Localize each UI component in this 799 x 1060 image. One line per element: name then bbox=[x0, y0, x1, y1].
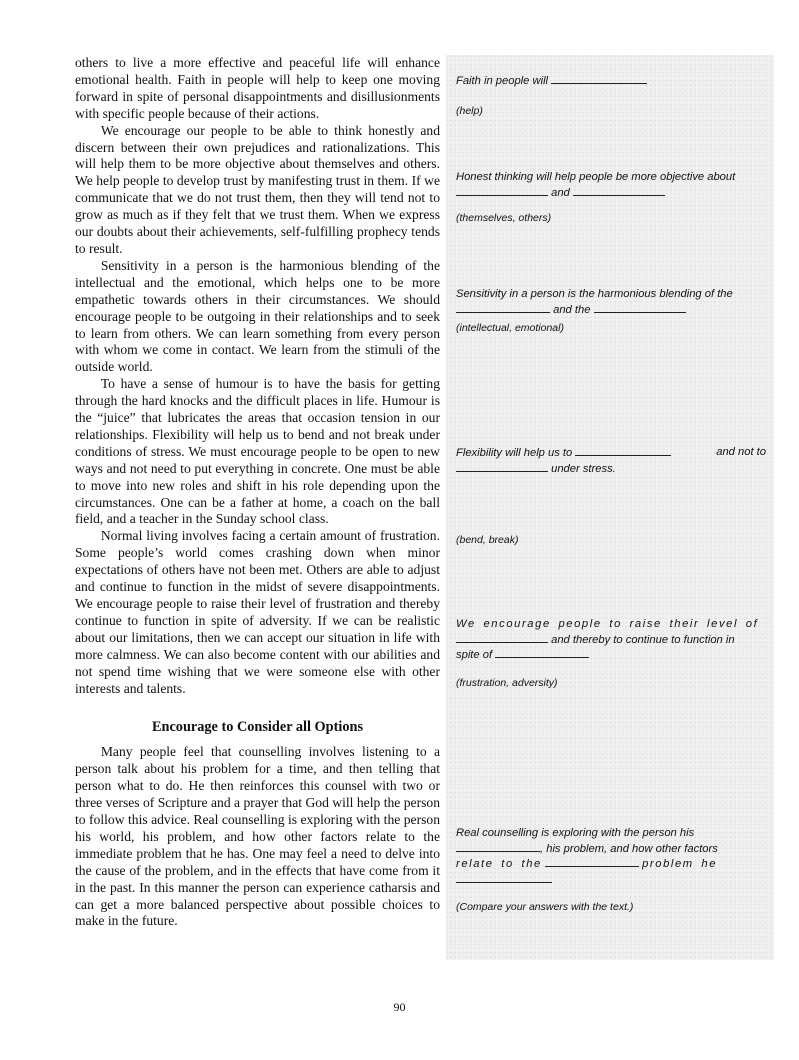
body-paragraph: Many people feel that counselling involves listening to a person talk about his problem for a time, and then telling that person what to do. He then reinforces this counsel with two or three verses of Scripture and a prayer that God will help the person to follow this advice. Real counselling is exploring with the person his world, his problem, and how other factors relate to the immediate problem that he has. One may feel a need to delve into the cause of the problem, and in the effects that have come from it in the past. In this manner the person can experience catharsis and can get a more balanced perspective about possible choices to make in the future. bbox=[75, 744, 440, 929]
question-text: Flexibility will help us to bbox=[456, 447, 573, 459]
exercise-question bbox=[456, 826, 766, 887]
answer-key: (help) bbox=[456, 105, 483, 117]
question-text: , his problem, and how other factors bbox=[540, 842, 718, 855]
question-text: relate to the bbox=[456, 858, 542, 870]
body-paragraph: Sensitivity in a person is the harmonious blending of the intellectual and the emotional, which helps one to be more empathetic towards others in their circumstances. We should encourage people to be outgoing in their relationships and to seek to learn from others. We can learn something from every person with whom we come in contact. We learn from the stimuli of the outside world. bbox=[75, 257, 440, 375]
body-paragraph: To have a sense of humour is to have the basis for getting through the hard knocks and the difficult places in life. Humour is the “juice” that lubricates the areas that occasion tension in our relationships. Flexibility will help us to bend and not break under conditions of stress. We must encourage people to be open to new ways and not need to put everything in concrete. One must be able to move into new roles and shift in his role depending upon the circumstances. One can be a father at home, a coach on the ball field, and a teacher in the Sunday school class. bbox=[75, 376, 440, 527]
exercise-column bbox=[446, 55, 774, 960]
question-text: Real counselling is exploring with the person his bbox=[456, 827, 695, 839]
body-paragraph: Normal living involves facing a certain amount of frustration. Some people’s world comes crashing down when minor expectations of others have not been met. Others are able to adjust and continue to function in the midst of severe disappointments. We encourage people to raise their level of frustration and thereby continue to function in spite of adversity. If we can be realistic about our limitations, then we can accept our situation in life with more calmness. We can also become content with our abilities and not spend time wishing that we were someone else with other interests and talents. bbox=[75, 528, 440, 696]
exercise-panel bbox=[446, 617, 774, 767]
answer-key: (frustration, adversity) bbox=[456, 677, 558, 689]
answer-key: (Compare your answers with the text.) bbox=[456, 901, 634, 913]
body-paragraph: We encourage our people to be able to think honestly and discern between their own prejudices and rationalizations. This will help them to be more objective about themselves and others. We help people to develop trust by manifesting trust in them. If we communicate that we do not trust them, then they will tend not to grow as much as if they felt that we trust them. When we express our doubts about their achievements, self-fulfilling prophecy tends to result. bbox=[75, 122, 440, 256]
question-text: under stress. bbox=[551, 462, 616, 475]
body-paragraph: others to live a more effective and peaceful life will enhance emotional health. Faith in people will help to keep one moving forward in spite of personal disappointments and disillusionments with specific people because of their actions. bbox=[75, 55, 440, 121]
answer-key: (bend, break) bbox=[456, 534, 519, 546]
question-text: and bbox=[551, 186, 570, 199]
answer-key: (intellectual, emotional) bbox=[456, 322, 564, 334]
answer-blank[interactable] bbox=[456, 302, 550, 313]
exercise-question bbox=[456, 73, 766, 89]
answer-blank[interactable] bbox=[594, 302, 686, 313]
answer-key: (themselves, others) bbox=[456, 212, 552, 224]
section-heading: Encourage to Consider all Options bbox=[151, 719, 364, 736]
question-text: spite of bbox=[456, 649, 493, 661]
exercise-question bbox=[456, 445, 766, 476]
exercise-question bbox=[456, 170, 766, 200]
question-text: Faith in people will bbox=[456, 75, 549, 87]
exercise-panel bbox=[446, 160, 774, 292]
answer-blank[interactable] bbox=[456, 461, 548, 472]
answer-blank[interactable] bbox=[495, 647, 589, 658]
question-text: problem he bbox=[642, 858, 718, 870]
answer-blank[interactable] bbox=[551, 73, 647, 84]
question-text: and not to bbox=[716, 446, 766, 458]
exercise-panel bbox=[446, 432, 774, 617]
exercise-panel bbox=[446, 767, 774, 960]
answer-blank[interactable] bbox=[545, 856, 639, 867]
answer-blank[interactable] bbox=[573, 185, 665, 196]
page-number: 90 bbox=[393, 1000, 406, 1014]
exercise-panel bbox=[446, 55, 774, 160]
main-text-column bbox=[75, 55, 440, 930]
answer-blank[interactable] bbox=[575, 445, 671, 456]
answer-blank[interactable] bbox=[456, 841, 540, 852]
question-text: and the bbox=[553, 303, 591, 316]
answer-blank[interactable] bbox=[456, 185, 548, 196]
exercise-question bbox=[456, 617, 766, 663]
exercise-question bbox=[456, 287, 766, 317]
question-text: and thereby to continue to function in bbox=[551, 633, 735, 646]
question-text: Sensitivity in a person is the harmonious blending of the bbox=[456, 288, 733, 300]
answer-blank[interactable] bbox=[456, 632, 548, 643]
exercise-panel bbox=[446, 288, 774, 432]
question-text: We encourage people to raise their level of bbox=[456, 618, 759, 630]
answer-blank[interactable] bbox=[456, 872, 552, 883]
question-text: Honest thinking will help people be more objective about bbox=[456, 171, 736, 183]
